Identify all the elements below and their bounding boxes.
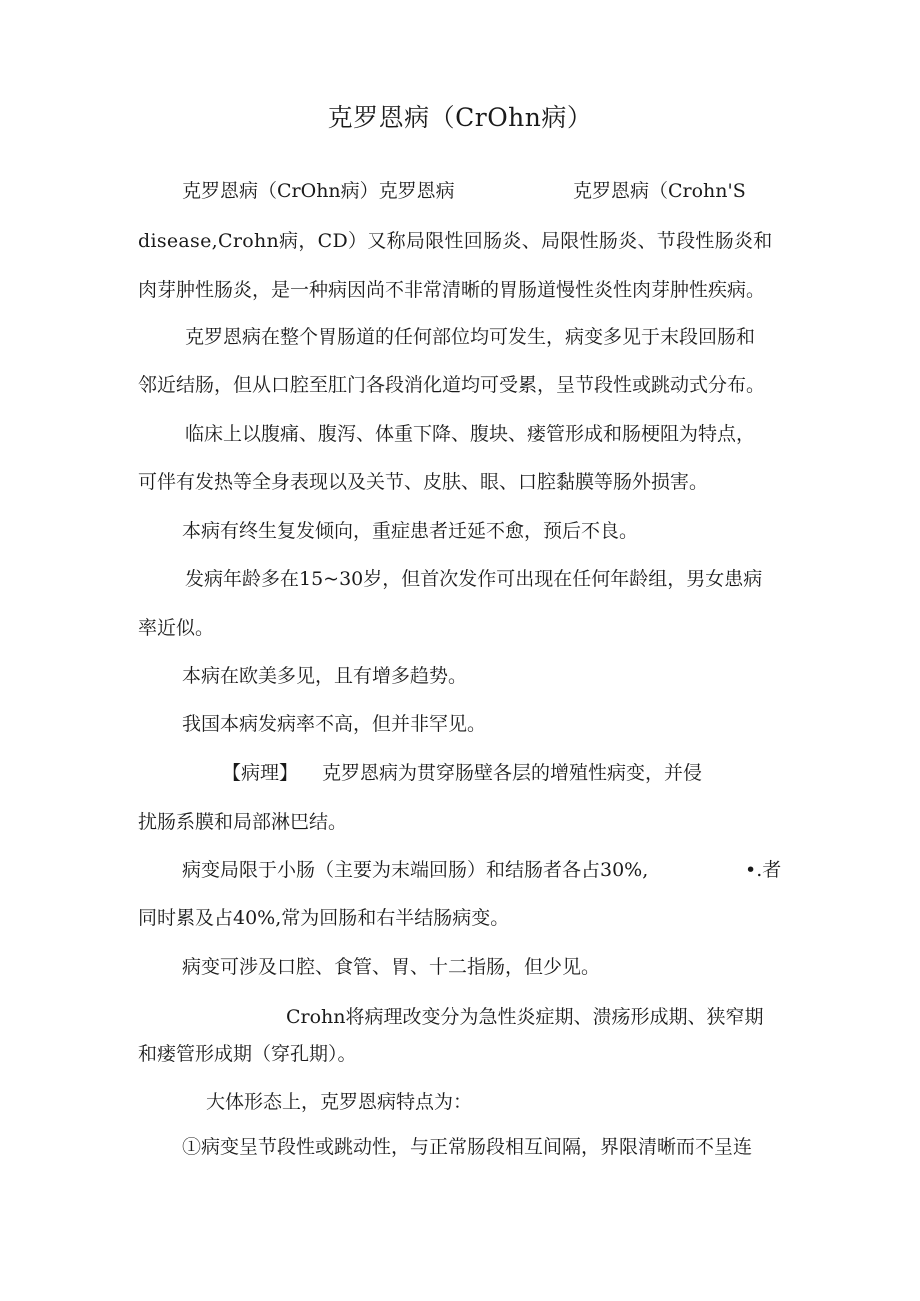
text-line: 邻近结肠，但从口腔至肛门各段消化道均可受累，呈节段性或跳动式分布。 bbox=[138, 374, 766, 396]
text-line: 本病在欧美多见，且有增多趋势。 bbox=[182, 665, 468, 687]
text-line: 大体形态上，克罗恩病特点为： bbox=[206, 1091, 473, 1113]
text-line: 发病年龄多在15~30岁，但首次发作可出现在任何年龄组，男女患病 bbox=[185, 568, 763, 590]
text-line: 克罗恩病在整个胃肠道的任何部位均可发生，病变多见于末段回肠和 bbox=[185, 326, 756, 348]
text-line: disease,Crohn病，CD）又称局限性回肠炎、局限性肠炎、节段性肠炎和 bbox=[138, 230, 773, 252]
text-line: 克罗恩病（Crohn'S bbox=[573, 180, 746, 202]
text-line: •.者 bbox=[745, 859, 782, 881]
text-line: 扰肠系膜和局部淋巴结。 bbox=[138, 811, 348, 833]
text-line: 和瘘管形成期（穿孔期）。 bbox=[138, 1043, 357, 1065]
text-line: 病变局限于小肠（主要为末端回肠）和结肠者各占30%, bbox=[182, 859, 649, 881]
text-line: 临床上以腹痛、腹泻、体重下降、腹块、瘘管形成和肠梗阻为特点， bbox=[185, 423, 756, 445]
text-line: 克罗恩病为贯穿肠壁各层的增殖性病变，并侵 bbox=[322, 762, 703, 784]
text-line: 病变可涉及口腔、食管、胃、十二指肠，但少见。 bbox=[182, 956, 601, 978]
text-line: 率近似。 bbox=[138, 617, 215, 639]
text-line: 克罗恩病（CrOhn病）克罗恩病 bbox=[182, 180, 455, 202]
text-line: 同时累及占40%,常为回肠和右半结肠病变。 bbox=[138, 907, 510, 929]
text-line: 我国本病发病率不高，但并非罕见。 bbox=[182, 713, 487, 735]
section-heading: 【病理】 bbox=[222, 762, 299, 784]
text-line: 可伴有发热等全身表现以及关节、皮肤、眼、口腔黏膜等肠外损害。 bbox=[138, 471, 709, 493]
document-title: 克罗恩病（CrOhn病） bbox=[327, 103, 593, 132]
text-line: ①病变呈节段性或跳动性，与正常肠段相互间隔，界限清晰而不呈连 bbox=[182, 1136, 753, 1158]
text-line: Crohn将病理改变分为急性炎症期、溃疡形成期、狭窄期 bbox=[286, 1006, 764, 1028]
text-line: 本病有终生复发倾向，重症患者迁延不愈，预后不良。 bbox=[182, 520, 639, 542]
text-line: 肉芽肿性肠炎，是一种病因尚不非常清晰的胃肠道慢性炎性肉芽肿性疾病。 bbox=[138, 279, 766, 301]
